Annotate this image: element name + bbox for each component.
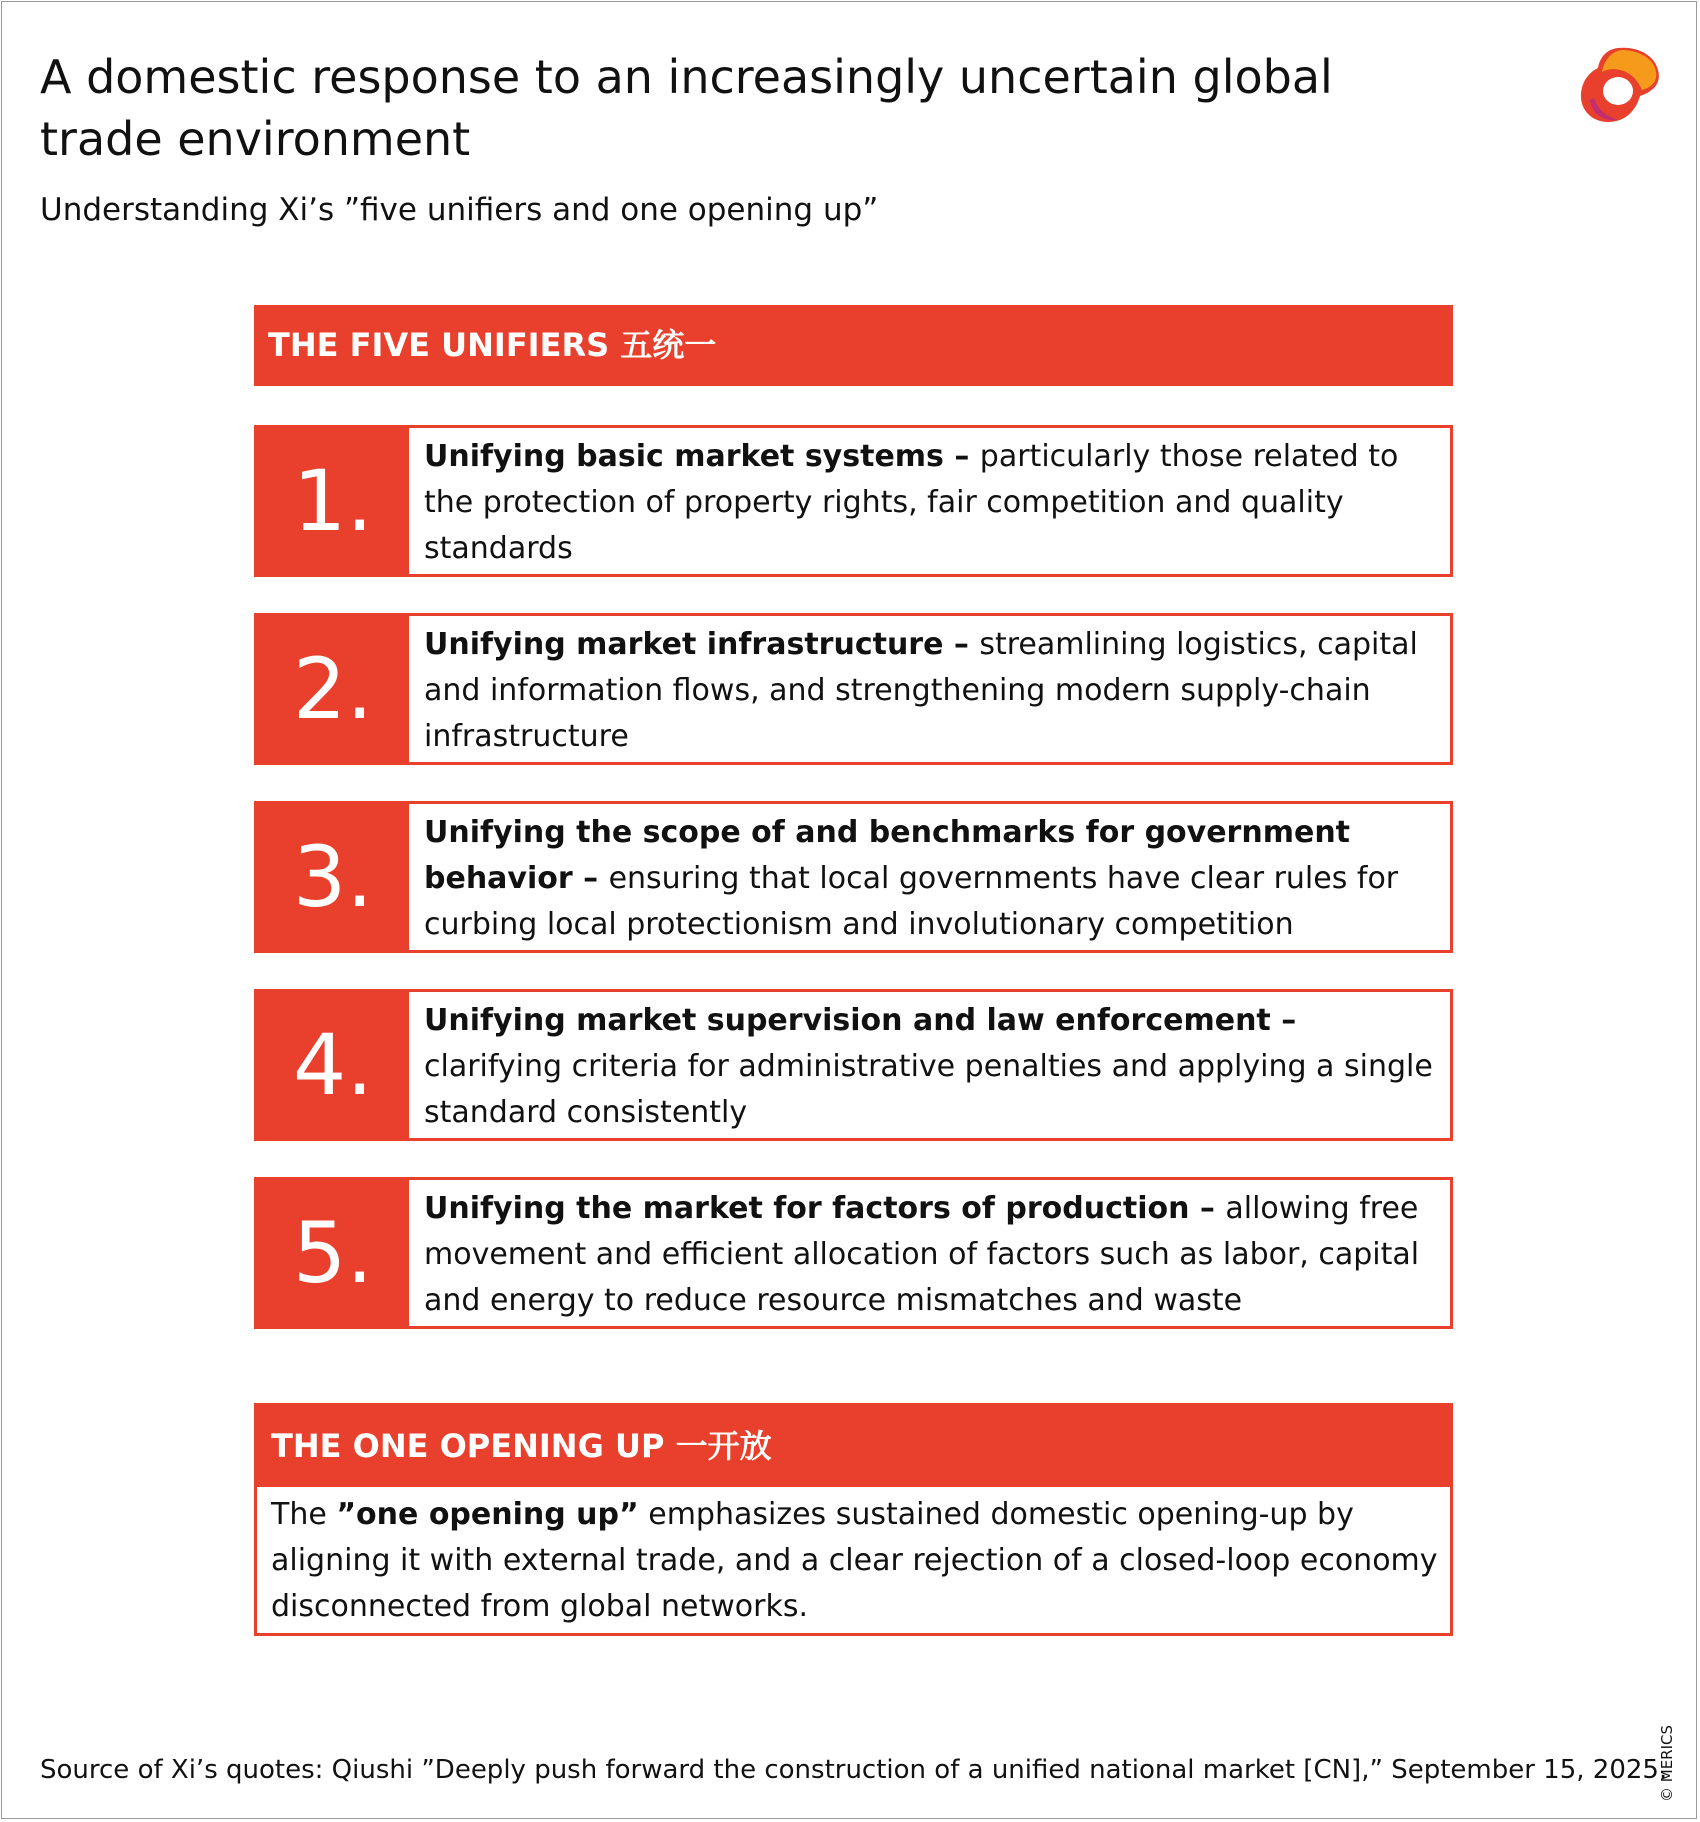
unifier-card-1: [254, 425, 1453, 577]
unifier-detail: clarifying criteria for administrative penalties and applying a single standard consistently: [424, 1049, 1433, 1130]
unifier-card-4: [254, 989, 1453, 1141]
unifier-number: 3.: [257, 804, 409, 950]
merics-logo-icon: [1578, 44, 1660, 126]
opening-text-rest: emphasizes sustained domestic opening-up by aligning it with external trade, and a clear rejection of a closed-loop economy disconnected from global networks.: [271, 1497, 1438, 1624]
unifier-detail: particularly those related to the protection of property rights, fair competition and quality standards: [424, 439, 1399, 566]
unifier-separator: –: [943, 627, 980, 662]
unifier-number: 4.: [257, 992, 409, 1138]
unifier-description: [424, 998, 1440, 1136]
unifier-number: 5.: [257, 1180, 409, 1326]
unifier-detail: ensuring that local governments have clear rules for curbing local protectionism and involutionary competition: [424, 861, 1399, 942]
opening-text-bold: ”one opening up”: [336, 1497, 639, 1532]
unifier-number: 2.: [257, 616, 409, 762]
unifier-title: Unifying the market for factors of production: [424, 1191, 1190, 1226]
opening-text-prefix: The: [271, 1497, 337, 1532]
unifier-description: [424, 1186, 1440, 1324]
unifier-separator: –: [1270, 1003, 1297, 1038]
unifier-title: Unifying market supervision and law enforcement: [424, 1003, 1271, 1038]
five-unifiers-header: THE FIVE UNIFIERS 五统一: [254, 305, 1453, 386]
unifier-description: [424, 622, 1440, 760]
source-note: Source of Xi’s quotes: Qiushi ”Deeply push forward the construction of a unified national market [CN],” September 15, 2025.: [40, 1755, 1668, 1785]
unifier-separator: –: [572, 861, 609, 896]
unifier-title: Unifying basic market systems: [424, 439, 944, 474]
unifier-title: Unifying the scope of and benchmarks for government behavior: [424, 815, 1351, 896]
unifier-card-5: [254, 1177, 1453, 1329]
unifier-card-2: [254, 613, 1453, 765]
unifier-detail: allowing free movement and efficient allocation of factors such as labor, capital and energy to reduce resource mismatches and waste: [424, 1191, 1420, 1318]
one-opening-up-header: THE ONE OPENING UP 一开放: [257, 1406, 1450, 1487]
unifier-detail: streamlining logistics, capital and information flows, and strengthening modern supply-chain infrastructure: [424, 627, 1418, 754]
page-title: A domestic response to an increasingly uncertain global trade environment: [40, 50, 1333, 166]
page-subtitle: Understanding Xi’s ”five unifiers and one opening up”: [40, 192, 879, 228]
unifier-description: [424, 434, 1440, 572]
unifier-separator: –: [943, 439, 980, 474]
unifier-title: Unifying market infrastructure: [424, 627, 944, 662]
unifier-separator: –: [1189, 1191, 1226, 1226]
one-opening-up-text: [271, 1492, 1438, 1630]
unifier-number: 1.: [257, 428, 409, 574]
one-opening-up-box: [254, 1403, 1453, 1636]
copyright-note: © MERICS: [1658, 1724, 1676, 1802]
unifier-description: [424, 810, 1440, 948]
unifier-card-3: [254, 801, 1453, 953]
